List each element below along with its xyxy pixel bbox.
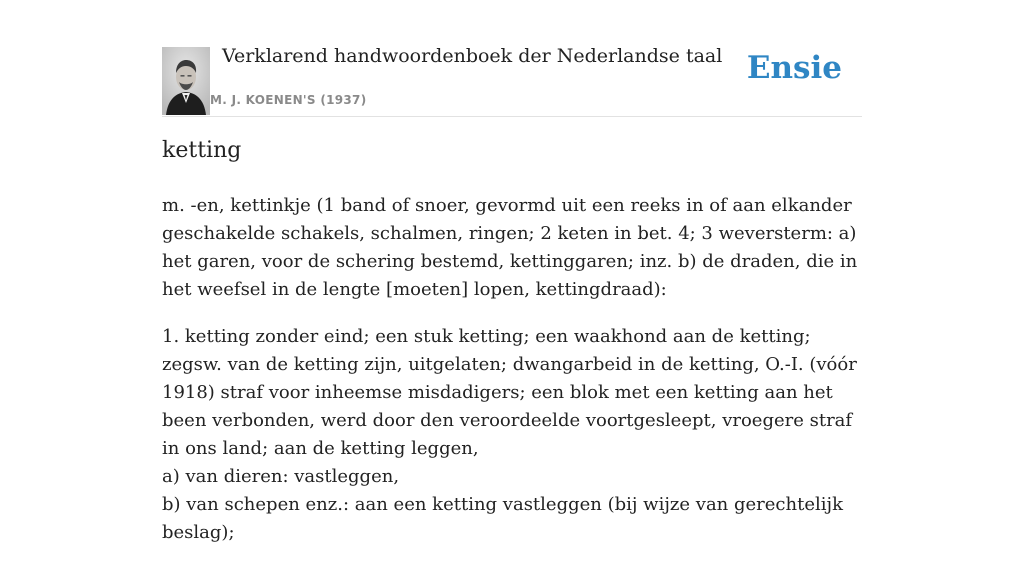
dictionary-title: Verklarend handwoordenboek der Nederlandse taal xyxy=(222,45,723,67)
sense-1a-text: a) van dieren: vastleggen, xyxy=(162,466,400,487)
sense-1-text: 1. ketting zonder eind; een stuk ketting; een waakhond aan de ketting; zegsw. van de ketting zijn, uitgelaten; dwangarbeid in de ketting, O.-I. (vóór 1918) straf voor inheemse misdadigers; een blok met een ketting aan het been verbonden, werd door den veroordeelde voortgesleept, vroegere straf in ons land; aan de ketting leggen, xyxy=(162,326,857,459)
author-portrait xyxy=(162,47,210,115)
entry-headword: ketting xyxy=(162,138,242,163)
site-header xyxy=(162,0,862,117)
sense-1b-text: b) van schepen enz.: aan een ketting vastleggen (bij wijze van gerechtelijk beslag); xyxy=(162,494,843,543)
author-portrait-image xyxy=(162,47,210,115)
ensie-logo-link[interactable]: Ensie xyxy=(746,50,842,86)
entry-sense-1 xyxy=(162,323,862,547)
entry-definition: m. -en, kettinkje (1 band of snoer, gevormd uit een reeks in of aan elkander geschakelde schakels, schalmen, ringen; 2 keten in bet. 4; 3 weversterm: a) het garen, voor de schering bestemd, kettinggaren; inz. b) de draden, die in het weefsel in de lengte [moeten] lopen, kettingdraad): xyxy=(162,195,858,300)
dictionary-author: M. J. KOENEN'S (1937) xyxy=(210,93,367,107)
entry-content xyxy=(162,192,862,566)
